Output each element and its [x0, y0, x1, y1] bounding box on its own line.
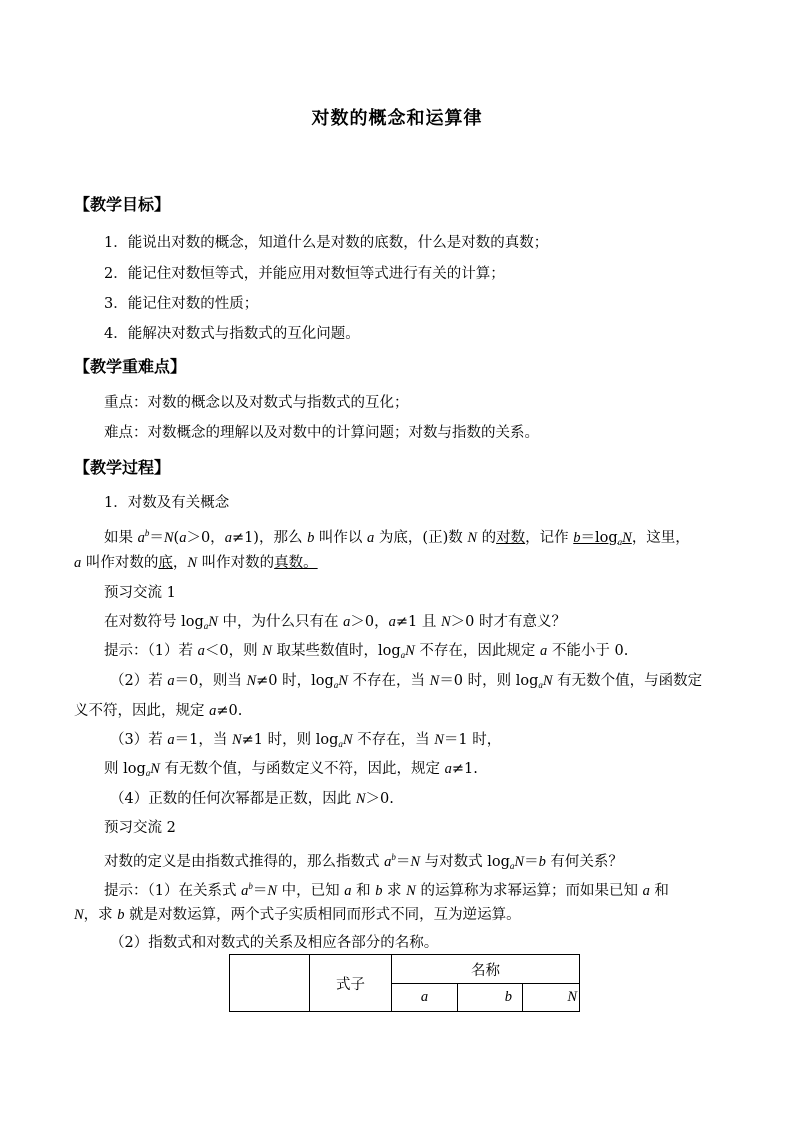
page-title: 对数的概念和运算律: [311, 108, 483, 129]
goal-item: 3．能记住对数的性质；: [104, 296, 259, 312]
table-header-formula: 式子: [310, 955, 392, 1012]
hint-line: N，求 b 就是对数运算，两个式子实质相同而形式不同，互为逆运算。: [74, 907, 521, 923]
table-header-a: a: [392, 984, 458, 1012]
goal-item: 1．能说出对数的概念，知道什么是对数的底数，什么是对数的真数；: [104, 235, 549, 251]
definition-line: 如果 $a^b=N(a>0$，a≠1)，那么 b 叫作以 a 为底，(正)数 N 的对数，记作 $b=\log_aN$，这里，: [104, 528, 690, 547]
hint-line: （2）若 a＝0，则当 N≠0 时，$\log_aN$ 不存在，当 N＝0 时，则 $\log_aN$ 有无数个值，与函数定: [110, 673, 703, 690]
section-heading-goals: 【教学目标】: [74, 195, 171, 214]
hint-line: 提示：（1）若 a＜0，则 N 取某些数值时，$\log_aN$ 不存在，因此规定 a 不能小于 0.: [104, 643, 629, 660]
preview-label: 预习交流 2: [104, 820, 176, 836]
section-heading-keypoints: 【教学重难点】: [74, 357, 187, 376]
hint-line: （3）若 a＝1，当 N≠1 时，则 $\log_aN$ 不存在，当 N＝1 时，: [110, 732, 502, 749]
table-header-N: N: [523, 984, 580, 1012]
subsection-title: 1．对数及有关概念: [104, 495, 230, 511]
section-heading-process: 【教学过程】: [74, 458, 171, 477]
preview-label: 预习交流 1: [104, 585, 176, 601]
hint-line: （2）指数式和对数式的关系及相应各部分的名称。: [110, 935, 439, 951]
hint-line: 提示：（1）在关系式 $a^b=N$ 中，已知 a 和 b 求 N 的运算称为求幂运算；而如果已知 a 和: [104, 881, 669, 899]
hint-line: 则 $\log_aN$ 有无数个值，与函数定义不符，因此，规定 a≠1.: [104, 761, 478, 778]
goal-item: 2．能记住对数恒等式，并能应用对数恒等式进行有关的计算；: [104, 266, 505, 282]
table-corner-cell: [230, 955, 310, 1012]
term-base: 底: [158, 555, 173, 571]
hint-line: （4）正数的任何次幂都是正数，因此 N＞0.: [110, 791, 394, 807]
goal-item: 4．能解决对数式与指数式的互化问题。: [104, 326, 360, 342]
table-header-b: b: [458, 984, 523, 1012]
question-line: 对数的定义是由指数式推得的，那么指数式 $a^b=N$ 与对数式 $\log_aN=b$ 有何关系？: [104, 852, 623, 871]
term-logarithm: 对数: [496, 530, 526, 546]
difficult-point: 难点：对数概念的理解以及对数中的计算问题；对数与指数的关系。: [104, 425, 539, 441]
definition-line: a 叫作对数的底，N 叫作对数的真数。: [74, 555, 318, 571]
relation-table: [229, 954, 580, 1012]
hint-line: 义不符，因此，规定 a≠0.: [74, 703, 243, 719]
term-antilog: 真数。: [274, 555, 318, 571]
key-point: 重点：对数的概念以及对数式与指数式的互化；: [104, 395, 409, 411]
question-line: 在对数符号 $\log_aN$ 中，为什么只有在 a＞0，a≠1 且 N＞0 时才有意义？: [104, 614, 566, 631]
table-header-name: 名称: [392, 955, 580, 984]
